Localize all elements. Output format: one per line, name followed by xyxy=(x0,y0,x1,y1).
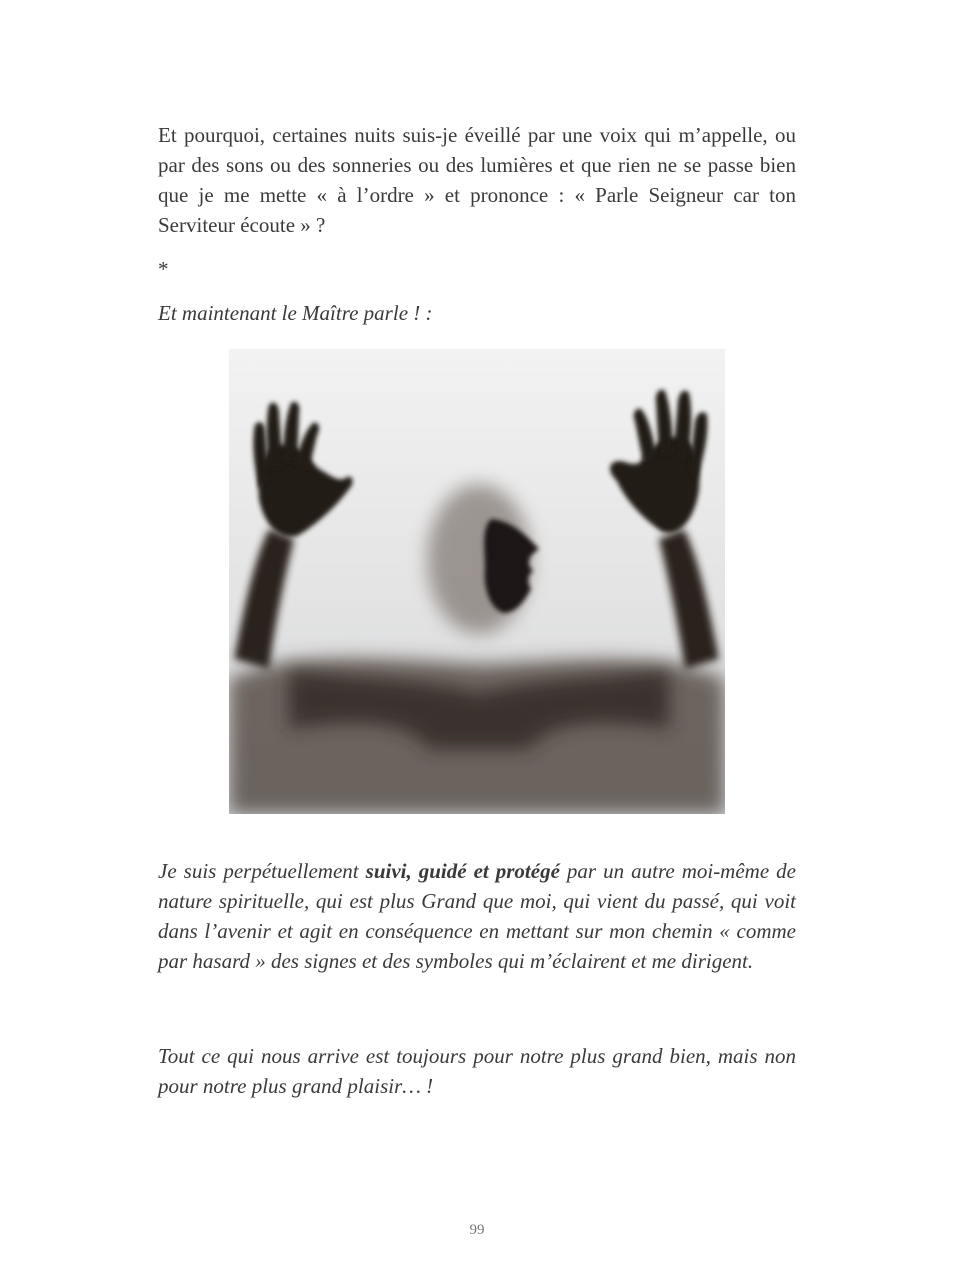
paragraph-2 xyxy=(158,856,796,976)
paragraph-3: Tout ce qui nous arrive est toujours pour notre plus grand bien, mais non pour notre plus grand plaisir… ! xyxy=(158,1044,796,1098)
paragraph-2-end: par un autre moi-même de nature spirituelle, qui est plus Grand que moi, qui vient du passé, qui voit dans l’avenir et agit en conséquence en mettant sur mon chemin « comme par hasard » des signes et des symboles qui m’éclairent et me dirigent. xyxy=(158,859,796,973)
page-body xyxy=(158,120,796,328)
page-number: 99 xyxy=(469,1222,485,1238)
separator: * xyxy=(158,257,169,281)
paragraph-1: Et pourquoi, certaines nuits suis-je éveillé par une voix qui m’appelle, ou par des sons ou des sonneries ou des lumières et que rien ne se passe bien que je me mette « à l’ordre » et prononce : « Parle Seigneur car ton Serviteur écoute » ? xyxy=(158,123,796,237)
paragraph-2-bold: suivi, guidé et protégé xyxy=(365,859,560,883)
intro-line: Et maintenant le Maître parle ! : xyxy=(158,301,433,325)
paragraph-2-start: Je suis perpétuellement xyxy=(158,859,366,883)
silhouette-image xyxy=(229,349,725,814)
